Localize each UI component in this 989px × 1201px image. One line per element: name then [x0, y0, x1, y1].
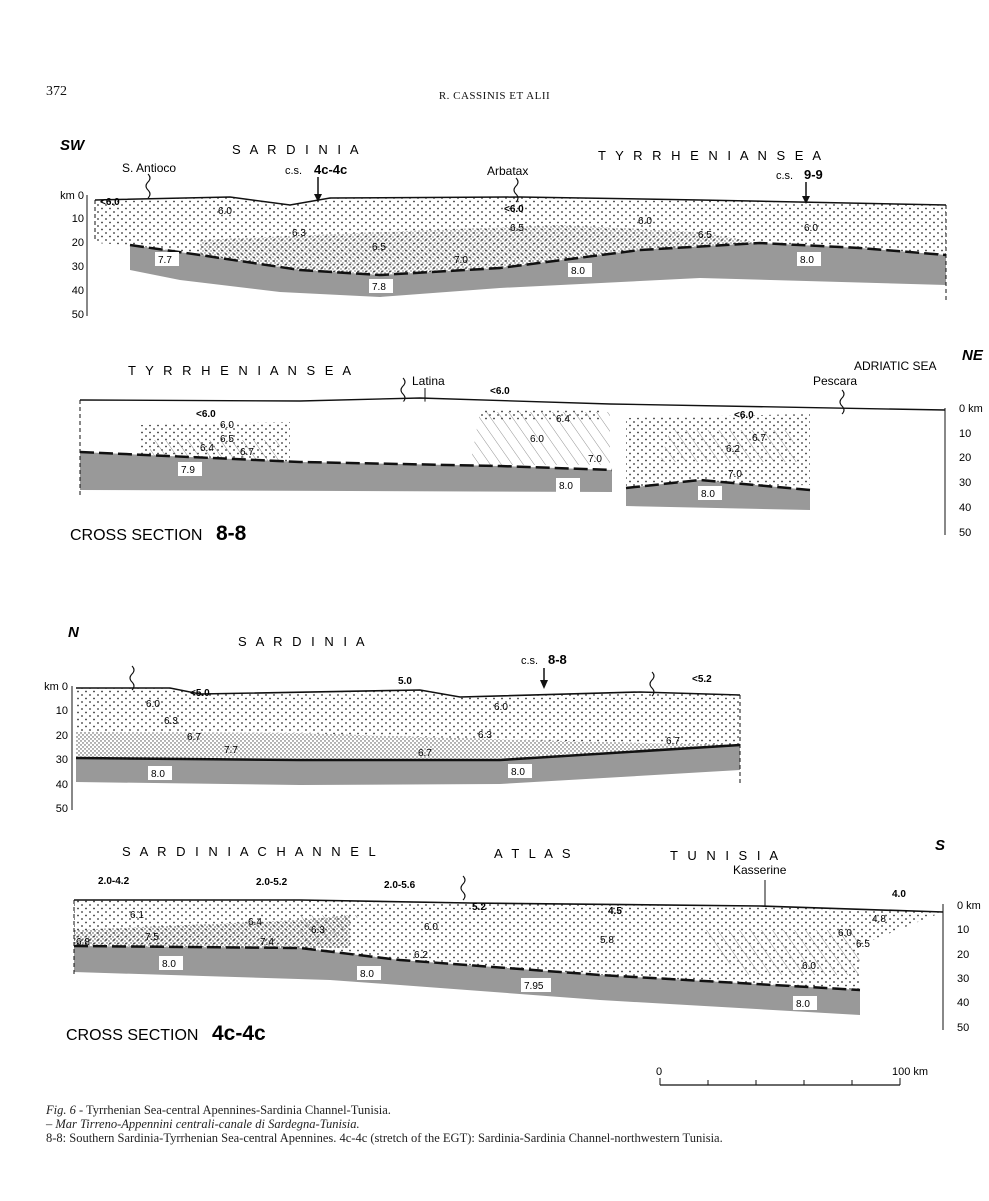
region-tyrrhenian-sea: T Y R R H E N I A N S E A	[128, 363, 355, 378]
velocity-label: 2.0-5.2	[256, 877, 288, 888]
depth-tick: 10	[55, 705, 68, 717]
velocity-label: 6.5	[372, 242, 386, 253]
velocity-label: 8.0	[360, 969, 374, 980]
place-arbatax: Arbatax	[487, 164, 529, 178]
section-title-prefix: CROSS SECTION	[70, 527, 203, 544]
region-tyrrhenian-sea: T Y R R H E N I A N S E A	[598, 148, 825, 163]
velocity-label: 6.0	[802, 961, 816, 972]
velocity-label: 5.0	[398, 676, 412, 687]
depth-tick: 20	[55, 730, 68, 742]
velocity-label: 6.5	[220, 434, 234, 445]
velocity-label: 6.3	[164, 716, 178, 727]
velocity-label: 5.2	[472, 902, 486, 913]
velocity-label: 8.0	[151, 769, 165, 780]
velocity-label: 6.4	[556, 414, 570, 425]
velocity-label: 7.0	[588, 454, 602, 465]
depth-tick: 10	[71, 213, 84, 225]
velocity-label: 6.0	[494, 702, 508, 713]
section-4c-lower	[66, 837, 981, 1045]
velocity-label: 6.0	[220, 420, 234, 431]
velocity-label: 6.0	[638, 216, 652, 227]
section-title-number: 4c-4c	[212, 1022, 266, 1045]
depth-tick: 40	[957, 997, 970, 1009]
velocity-label: <5.2	[692, 674, 712, 685]
caption-line-2: – Mar Tirreno-Appennini centrali-canale di Sardegna-Tunisia.	[46, 1117, 360, 1131]
depth-tick: 30	[55, 754, 68, 766]
velocity-label: 6.0	[146, 699, 160, 710]
section-8-8-lower	[70, 347, 984, 545]
depth-tick: 30	[957, 973, 970, 985]
cs-prefix-9: c.s.	[776, 170, 794, 182]
velocity-label: 7.7	[158, 255, 172, 266]
page-number: 372	[46, 84, 67, 99]
coast-marker-antioco	[146, 174, 150, 198]
velocity-label: 8.0	[511, 767, 525, 778]
velocity-label: 6.0	[804, 223, 818, 234]
region-sardinia-channel: S A R D I N I A C H A N N E L	[122, 844, 379, 859]
velocity-label: 8.0	[701, 489, 715, 500]
scale-bar	[656, 1066, 928, 1085]
cs-prefix: c.s.	[521, 655, 539, 667]
velocity-label: 4.8	[872, 914, 886, 925]
velocity-label: 6.7	[418, 748, 432, 759]
cs-prefix-4c: c.s.	[285, 165, 303, 177]
region-sardinia: S A R D I N I A	[238, 634, 368, 649]
region-atlas: A T L A S	[494, 846, 574, 861]
velocity-label: 5.8	[600, 935, 614, 946]
depth-tick: 30	[71, 261, 84, 273]
velocity-label: 4.5	[608, 906, 622, 917]
velocity-label: 8.0	[800, 255, 814, 266]
velocity-label: 6.0	[424, 922, 438, 933]
velocity-label: 6.2	[726, 444, 740, 455]
place-s-antioco: S. Antioco	[122, 161, 177, 175]
cs-ref-4c: 4c-4c	[314, 162, 348, 177]
caption-line-1: - Tyrrhenian Sea-central Apennines-Sardinia Channel-Tunisia.	[75, 1103, 391, 1117]
depth-tick: 40	[55, 779, 68, 791]
section-8-8-upper	[60, 137, 946, 321]
cs-ref-9: 9-9	[804, 167, 823, 182]
velocity-label: <5.0	[190, 688, 210, 699]
velocity-label: 8.0	[796, 999, 810, 1010]
velocity-label: 6.3	[478, 730, 492, 741]
velocity-label: 6.5	[856, 939, 870, 950]
depth-tick: 20	[957, 949, 970, 961]
coast-marker-pescara	[840, 390, 844, 414]
depth-tick: 0 km	[959, 403, 983, 415]
depth-tick: 20	[959, 452, 972, 464]
figure-caption	[46, 1103, 976, 1145]
depth-tick: 0 km	[957, 900, 981, 912]
velocity-label: 7.0	[728, 469, 742, 480]
velocity-label: 6.7	[240, 447, 254, 458]
depth-tick: km 0	[60, 190, 84, 202]
region-sardinia: S A R D I N I A	[232, 142, 362, 157]
depth-tick: 20	[71, 237, 84, 249]
depth-tick: 40	[71, 285, 84, 297]
velocity-label: 8.0	[559, 481, 573, 492]
cs-ref: 8-8	[548, 652, 567, 667]
direction-ne: NE	[962, 347, 983, 364]
velocity-label: 6.5	[510, 223, 524, 234]
depth-tick: 10	[959, 428, 972, 440]
velocity-label: 6.1	[130, 910, 144, 921]
velocity-label: 6.7	[187, 732, 201, 743]
running-head: R. CASSINIS ET ALII	[438, 90, 551, 102]
region-tunisia: T U N I S I A	[670, 848, 782, 863]
direction-s: S	[935, 837, 946, 854]
velocity-label: 6.5	[698, 230, 712, 241]
velocity-label: 4.0	[892, 889, 906, 900]
section-title-number: 8-8	[216, 522, 247, 545]
depth-tick: 50	[55, 803, 68, 815]
velocity-label: 7.4	[260, 937, 274, 948]
depth-tick: 30	[959, 477, 972, 489]
velocity-label: <6.0	[504, 204, 524, 215]
depth-tick: 50	[959, 527, 972, 539]
velocity-label: 6.8	[76, 937, 90, 948]
depth-tick: 40	[959, 502, 972, 514]
velocity-label: 8.0	[162, 959, 176, 970]
velocity-label: 2.0-5.6	[384, 880, 416, 891]
velocity-label: <6.0	[734, 410, 754, 421]
section-4c-upper	[44, 624, 740, 815]
velocity-label: 8.0	[571, 266, 585, 277]
depth-tick: 10	[957, 924, 970, 936]
figure-label: Fig. 6	[46, 1103, 76, 1117]
velocity-label: 6.2	[414, 950, 428, 961]
velocity-label: <6.0	[196, 409, 216, 420]
velocity-label: 6.0	[218, 206, 232, 217]
velocity-label: 6.7	[666, 736, 680, 747]
velocity-label: 7.95	[524, 981, 544, 992]
scale-end: 100 km	[892, 1066, 929, 1078]
velocity-label: 7.0	[454, 255, 468, 266]
velocity-label: 6.7	[752, 433, 766, 444]
velocity-label: 7.9	[181, 465, 195, 476]
place-pescara: Pescara	[813, 374, 858, 388]
section-title-prefix: CROSS SECTION	[66, 1027, 199, 1044]
depth-tick: km 0	[44, 681, 68, 693]
velocity-label: 2.0-4.2	[98, 876, 130, 887]
velocity-label: 6.4	[200, 443, 214, 454]
depth-tick: 50	[71, 309, 84, 321]
place-kasserine: Kasserine	[733, 863, 787, 877]
velocity-label: 7.8	[372, 282, 386, 293]
region-adriatic-sea: ADRIATIC SEA	[854, 359, 937, 373]
depth-tick: 50	[957, 1022, 970, 1034]
velocity-label: 7.5	[145, 932, 159, 943]
velocity-label: 7.7	[224, 745, 238, 756]
velocity-label: 6.4	[248, 917, 262, 928]
velocity-label: 6.0	[530, 434, 544, 445]
velocity-label: <6.0	[490, 386, 510, 397]
direction-sw: SW	[60, 137, 85, 154]
velocity-label: 6.3	[292, 228, 306, 239]
velocity-label: <6.0	[100, 197, 120, 208]
velocity-label: 6.3	[311, 925, 325, 936]
scale-start: 0	[656, 1066, 663, 1078]
velocity-label: 6.0	[838, 928, 852, 939]
direction-n: N	[68, 624, 79, 641]
place-latina: Latina	[412, 374, 445, 388]
caption-line-3: 8-8: Southern Sardinia-Tyrrhenian Sea-central Apennines. 4c-4c (stretch of the EGT): Sardinia-Sardinia Channel-northwestern Tunisia.	[46, 1131, 723, 1145]
